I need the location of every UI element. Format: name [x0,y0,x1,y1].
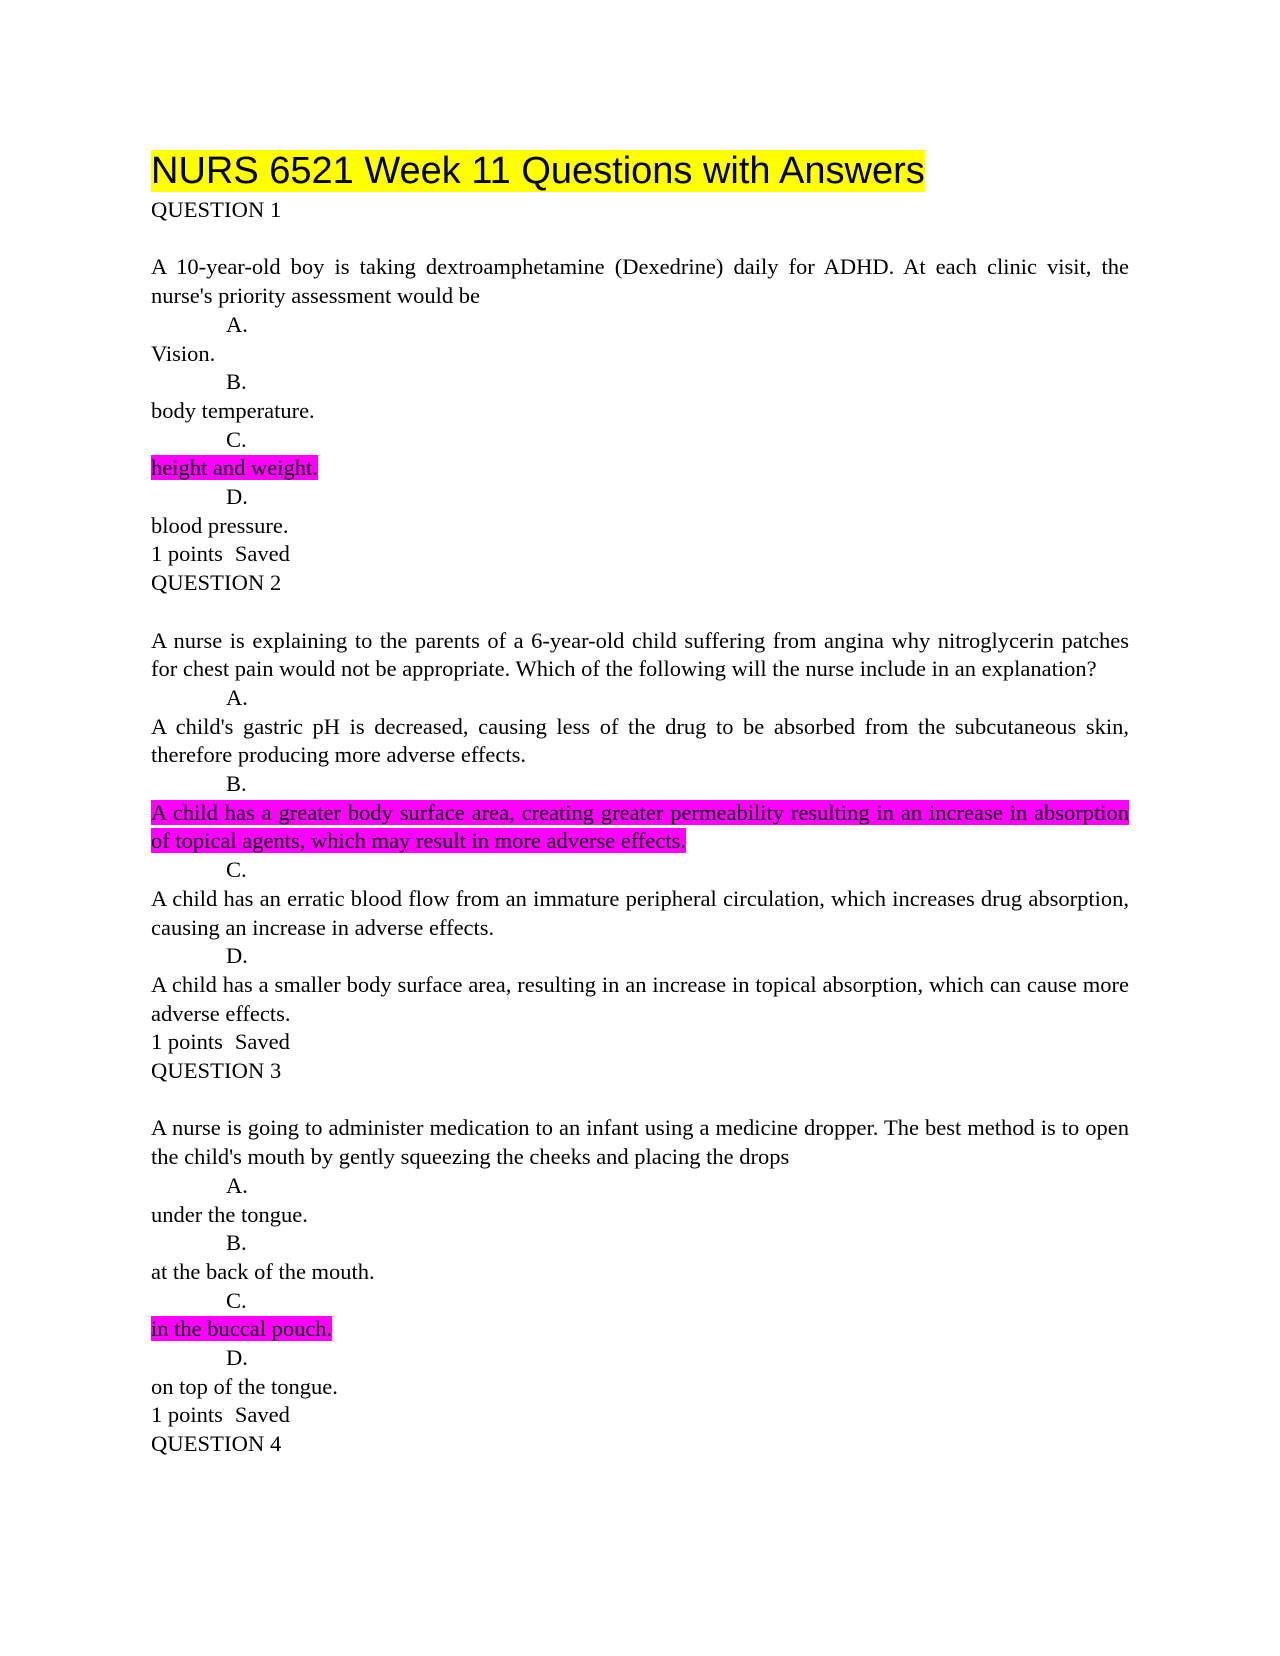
option-text-correct [151,454,1129,483]
document-page [151,146,1129,1459]
option-text: on top of the tongue. [151,1373,338,1399]
option-text: A child has a smaller body surface area, resulting in an increase in topical absorption, which can cause more adverse effects. [151,971,1129,1026]
question-block [151,569,1129,1057]
question-block [151,1430,1129,1459]
question-header: QUESTION 1 [151,197,282,222]
question-header: QUESTION 3 [151,1058,282,1084]
option-text: blood pressure. [151,512,289,538]
points-line [151,1028,1129,1057]
option-text: Vision. [151,340,216,366]
option-letter: C. [226,426,247,452]
option-letter: B. [226,369,247,395]
answer-highlight: height and weight. [151,455,318,481]
saved-status: Saved [234,1029,290,1055]
question-block [151,1057,1129,1430]
option-letter: B. [226,1230,247,1256]
saved-status: Saved [234,541,290,567]
option-text: body temperature. [151,397,315,423]
title-highlight: NURS 6521 Week 11 Questions with Answers [151,150,925,192]
spacer [151,225,1129,254]
option-text-correct [151,799,1129,856]
option-letter: A. [226,311,248,337]
option-text: at the back of the mouth. [151,1258,375,1284]
spacer [151,1086,1129,1115]
question-header: QUESTION 4 [151,1431,282,1457]
question-text: A nurse is explaining to the parents of a 6-year-old child suffering from angina why nitroglycerin patches for chest pain would not be appropriate. Which of the following will the nurse include in an explanation? [151,627,1129,682]
points-line [151,1401,1129,1430]
option-letter: C. [226,1287,247,1313]
option-letter: D. [226,484,248,510]
option-letter: A. [226,684,248,710]
saved-status: Saved [234,1402,290,1428]
question-header: QUESTION 2 [151,570,282,596]
points-value: 1 points [151,1029,223,1055]
answer-highlight: in the buccal pouch. [151,1316,333,1342]
answer-highlight: A child has a greater body surface area, creating greater permeability resulting in an increase in absorption of topical agents, which may result in more adverse effects. [151,799,1129,854]
option-text: under the tongue. [151,1201,308,1227]
option-letter: B. [226,771,247,797]
question-block [151,196,1129,569]
option-text: A child's gastric pH is decreased, causing less of the drug to be absorbed from the subcutaneous skin, therefore producing more adverse effects. [151,713,1129,768]
option-letter: D. [226,943,248,969]
question-text: A 10-year-old boy is taking dextroamphetamine (Dexedrine) daily for ADHD. At each clinic visit, the nurse's priority assessment would be [151,254,1129,309]
spacer [151,598,1129,627]
question-text: A nurse is going to administer medication to an infant using a medicine dropper. The best method is to open the child's mouth by gently squeezing the cheeks and placing the drops [151,1115,1129,1170]
document-title [151,146,1129,196]
option-letter: C. [226,857,247,883]
option-text-correct [151,1315,1129,1344]
points-value: 1 points [151,1402,223,1428]
points-value: 1 points [151,541,223,567]
option-letter: A. [226,1172,248,1198]
points-line [151,540,1129,569]
option-letter: D. [226,1345,248,1371]
option-text: A child has an erratic blood flow from an immature peripheral circulation, which increases drug absorption, causing an increase in adverse effects. [151,885,1129,940]
